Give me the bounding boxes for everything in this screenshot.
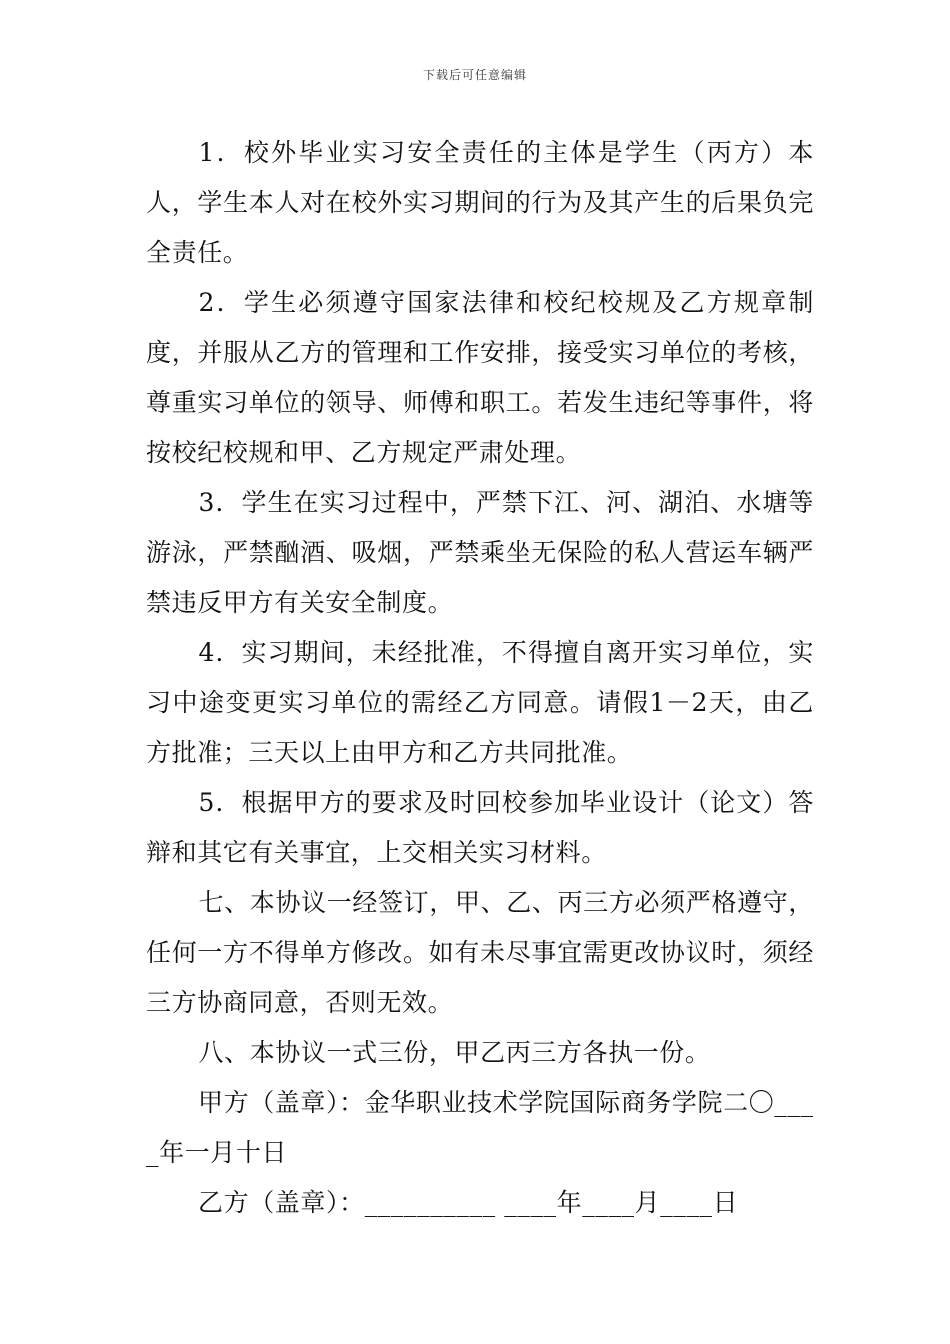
paragraph-article-7: 七、本协议一经签订，甲、乙、丙三方必须严格遵守，任何一方不得单方修改。如有未尽事宜需更改协议时，须经三方协商同意，否则无效。 xyxy=(146,888,814,1017)
paragraph-1: 1．校外毕业实习安全责任的主体是学生（丙方）本人，学生本人对在校外实习期间的行为及其产生的后果负完全责任。 xyxy=(146,138,814,267)
paragraph-2: 2．学生必须遵守国家法律和校纪校规及乙方规章制度，并服从乙方的管理和工作安排，接受实习单位的考核，尊重实习单位的领导、师傅和职工。若发生违纪等事件，将按校纪校规和甲、乙方规定严肃处理。 xyxy=(146,288,814,467)
paragraph-5: 5．根据甲方的要求及时回校参加毕业设计（论文）答辩和其它有关事宜，上交相关实习材料。 xyxy=(146,788,814,867)
paragraph-article-8: 八、本协议一式三份，甲乙丙三方各执一份。 xyxy=(198,1038,711,1067)
paragraph-4: 4．实习期间，未经批准，不得擅自离开实习单位，实习中途变更实习单位的需经乙方同意。请假1－2天，由乙方批准；三天以上由甲方和乙方共同批准。 xyxy=(146,638,814,767)
signature-party-b: 乙方（盖章）：__________ ____年____月____日 xyxy=(198,1188,739,1217)
paragraph-3: 3．学生在实习过程中，严禁下江、河、湖泊、水塘等游泳，严禁酗酒、吸烟，严禁乘坐无保险的私人营运车辆严禁违反甲方有关安全制度。 xyxy=(146,488,814,617)
signature-party-a: 甲方（盖章）：金华职业技术学院国际商务学院二〇____年一月十日 xyxy=(146,1088,814,1167)
page-header: 下载后可任意编辑 xyxy=(422,68,527,82)
document-body xyxy=(146,128,814,1228)
